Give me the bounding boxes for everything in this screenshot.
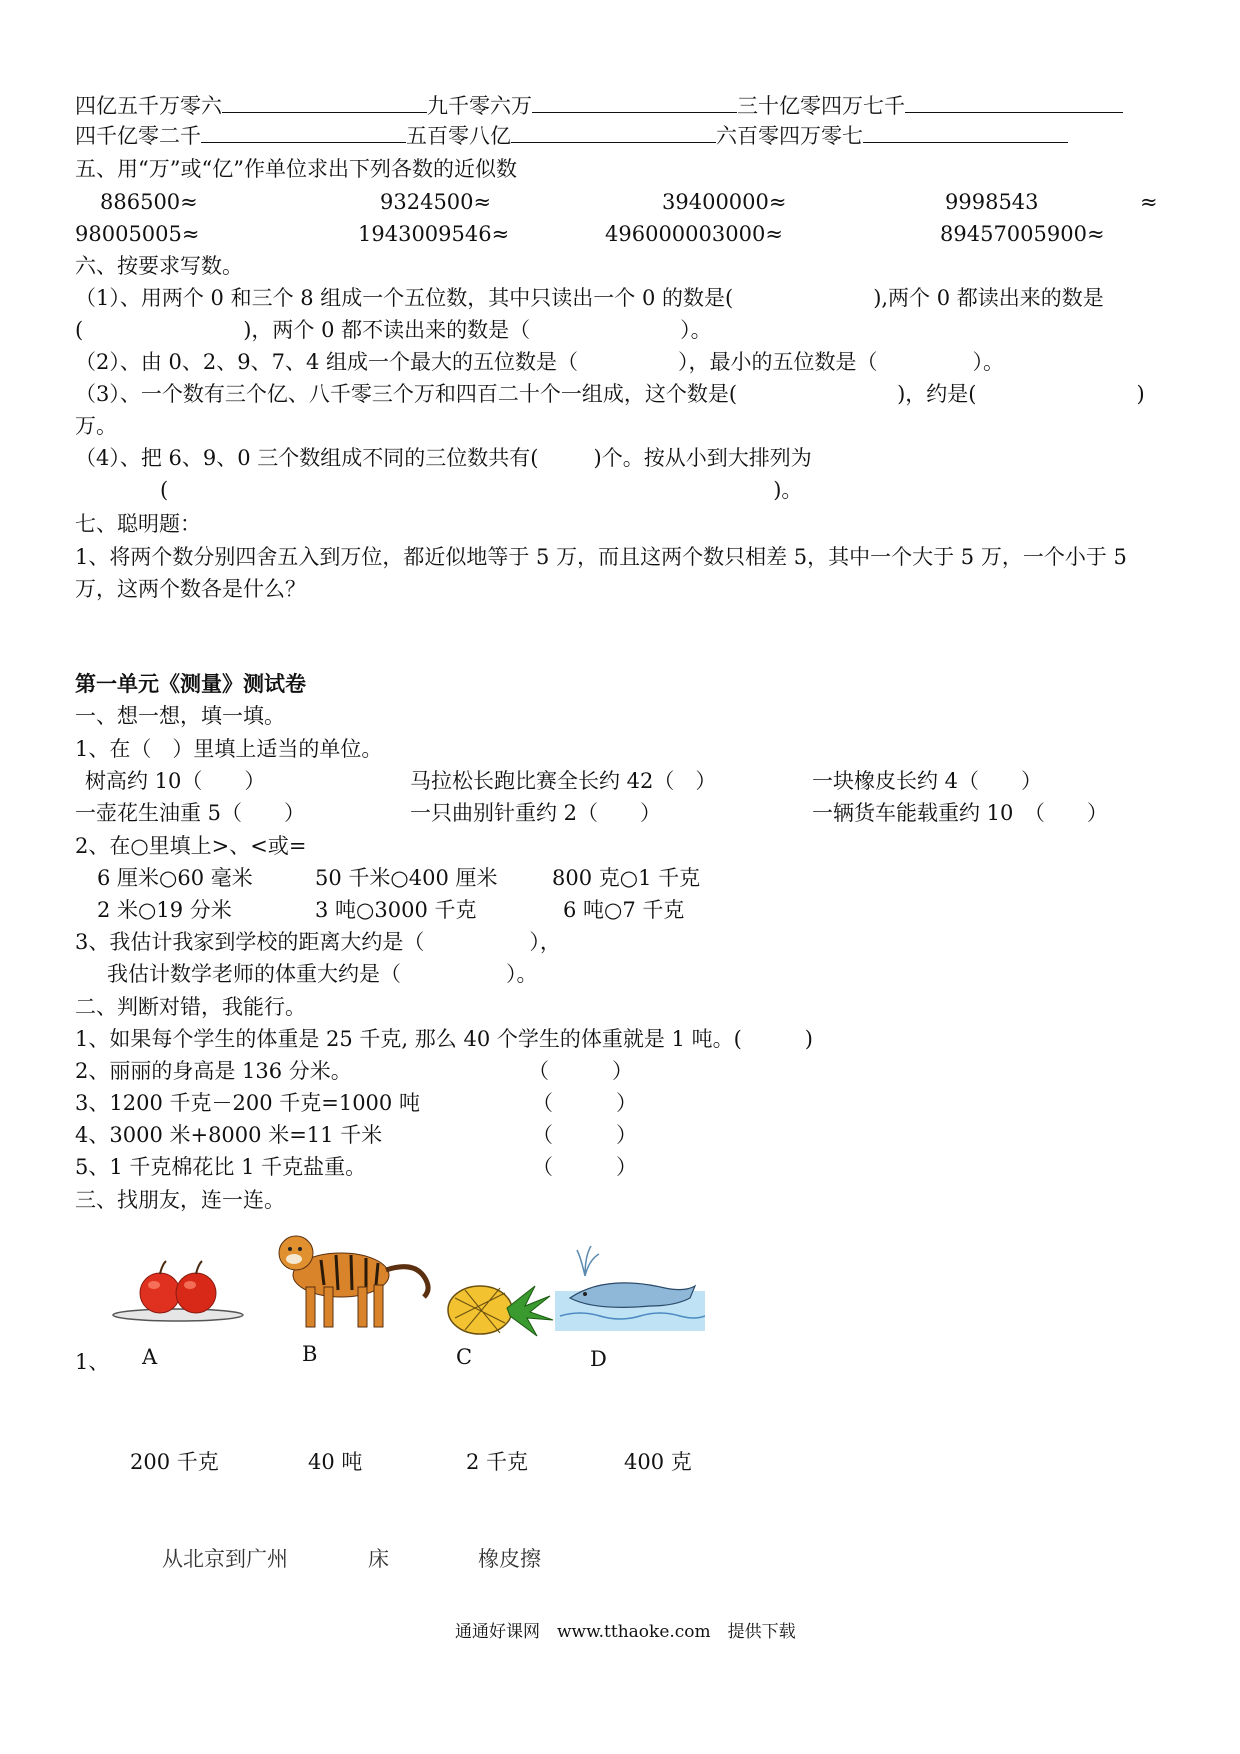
picture-label-d: D [590, 1347, 607, 1371]
question-6-4: （4）、把 6、9、0 三个数组成不同的三位数共有( )个。按从小到大排列为 [75, 446, 812, 470]
unit-item: 马拉松长跑比赛全长约 42（ ） [410, 769, 717, 793]
judge-blank[interactable]: （ ） [532, 1155, 637, 1179]
match-question-number: 1、 [75, 1350, 110, 1374]
answer-line[interactable] [532, 92, 737, 113]
weight-label: 2 千克 [466, 1450, 529, 1474]
judge-blank[interactable]: （ ） [532, 1091, 637, 1115]
unit-item: 一块橡皮长约 4（ ） [812, 769, 1043, 793]
approx-item: 886500≈ [100, 190, 198, 214]
write-row-1 [75, 92, 1123, 120]
write-item: 四亿五千万零六 [75, 94, 222, 118]
weight-label: 40 吨 [308, 1450, 363, 1474]
answer-line[interactable] [201, 122, 406, 143]
write-item: 九千零六万 [427, 94, 532, 118]
write-item: 三十亿零四万七千 [737, 94, 905, 118]
approx-item: 98005005≈ [75, 222, 200, 246]
judge-item: 2、丽丽的身高是 136 分米。 [75, 1059, 352, 1083]
approx-item: 496000003000≈ [605, 222, 783, 246]
unit-item: 一壶花生油重 5（ ） [75, 801, 306, 825]
judge-blank[interactable]: （ ） [532, 1123, 637, 1147]
match-item: 从北京到广州 [162, 1547, 288, 1571]
approx-item: 9998543 [945, 190, 1039, 214]
write-item: 四千亿零二千 [75, 124, 201, 148]
question-6-3: （3）、一个数有三个亿、八千零三个万和四百二十个一组成，这个数是( )，约是( ) [75, 382, 1145, 406]
part-1-q1: 1、在（ ）里填上适当的单位。 [75, 737, 383, 761]
compare-item: 6 厘米○60 毫米 [97, 866, 253, 890]
part-1-q2: 2、在○里填上>、<或= [75, 834, 307, 858]
section-7-title: 七、聪明题： [75, 512, 201, 536]
answer-line[interactable] [905, 92, 1123, 113]
question-6-1: （1）、用两个 0 和三个 8 组成一个五位数，其中只读出一个 0 的数是( ),两个 0 都读出来的数是 [75, 286, 1104, 310]
question-6-1-cont: ( )，两个 0 都不读出来的数是（ ）。 [75, 318, 712, 342]
approx-item: 9324500≈ [380, 190, 492, 214]
question-7-1-cont: 万，这两个数各是什么？ [75, 577, 306, 601]
answer-line[interactable] [511, 122, 716, 143]
section-6-title: 六、按要求写数。 [75, 254, 243, 278]
picture-label-a: A [142, 1345, 158, 1369]
unit-item: 一辆货车能载重约 10 （ ） [812, 801, 1108, 825]
whale-icon [555, 1236, 705, 1335]
question-6-3-cont: 万。 [75, 414, 117, 438]
judge-blank[interactable]: （ ） [528, 1059, 633, 1083]
approx-sign: ≈ [1140, 190, 1158, 214]
question-6-2: （2）、由 0、2、9、7、4 组成一个最大的五位数是（ ），最小的五位数是（ ）。 [75, 350, 1005, 374]
unit-item: 一只曲别针重约 2（ ） [410, 801, 662, 825]
part-1-q3-cont: 我估计数学老师的体重大约是（ ）。 [107, 962, 538, 986]
apples-icon [108, 1255, 248, 1329]
compare-item: 6 吨○7 千克 [563, 898, 685, 922]
judge-item: 3、1200 千克－200 千克=1000 吨 [75, 1091, 420, 1115]
write-row-2 [75, 122, 1068, 150]
match-item: 床 [368, 1547, 389, 1571]
pineapple-icon [445, 1278, 555, 1342]
section-5-title: 五、用“万”或“亿”作单位求出下列各数的近似数 [75, 157, 517, 181]
tiger-icon [266, 1225, 436, 1339]
weight-label: 400 克 [624, 1450, 692, 1474]
compare-item: 800 克○1 千克 [552, 866, 701, 890]
part-2-title: 二、判断对错，我能行。 [75, 995, 306, 1019]
part-3-title: 三、找朋友，连一连。 [75, 1188, 285, 1212]
unit-item: 树高约 10（ ） [85, 769, 266, 793]
picture-label-b: B [302, 1342, 318, 1366]
part-1-q3: 3、我估计我家到学校的距离大约是（ ）， [75, 930, 561, 954]
weight-label: 200 千克 [130, 1450, 219, 1474]
compare-item: 3 吨○3000 千克 [315, 898, 477, 922]
question-6-4-cont: ( )。 [160, 478, 803, 502]
approx-item: 1943009546≈ [358, 222, 510, 246]
picture-label-c: C [456, 1345, 473, 1369]
approx-item: 39400000≈ [662, 190, 787, 214]
approx-item: 89457005900≈ [940, 222, 1105, 246]
part-1-title: 一、想一想，填一填。 [75, 704, 285, 728]
answer-line[interactable] [222, 92, 427, 113]
write-item: 五百零八亿 [406, 124, 511, 148]
write-item: 六百零四万零七 [716, 124, 863, 148]
match-item: 橡皮擦 [478, 1547, 541, 1571]
judge-item: 1、如果每个学生的体重是 25 千克, 那么 40 个学生的体重就是 1 吨。( ) [75, 1027, 813, 1051]
footer-source: 通通好课网 www.tthaoke.com 提供下载 [455, 1622, 796, 1642]
answer-line[interactable] [863, 122, 1068, 143]
judge-item: 5、1 千克棉花比 1 千克盐重。 [75, 1155, 367, 1179]
question-7-1: 1、将两个数分别四舍五入到万位，都近似地等于 5 万，而且这两个数只相差 5，其中一个大于 5 万，一个小于 5 [75, 545, 1127, 569]
unit-title: 第一单元《测量》测试卷 [75, 671, 306, 696]
judge-item: 4、3000 米+8000 米=11 千米 [75, 1123, 383, 1147]
compare-item: 50 千米○400 厘米 [315, 866, 498, 890]
compare-item: 2 米○19 分米 [97, 898, 232, 922]
